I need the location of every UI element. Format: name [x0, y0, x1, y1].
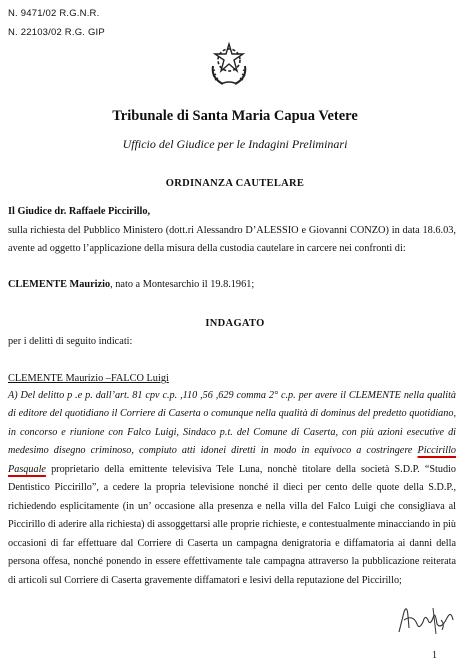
crimes-intro: per i delitti di seguito indicati:	[8, 336, 133, 347]
indagato-heading: INDAGATO	[205, 318, 265, 329]
judge-label: Il Giudice dr.	[8, 206, 67, 217]
case-number-rgnr: N. 9471/02 R.G.N.R.	[8, 8, 100, 19]
order-title: ORDINANZA CAUTELARE	[165, 178, 305, 189]
charge-text-before: A) Del delitto p .e p. dall’art. 81 cpv c.p. ,110 ,56 ,629 comma 2° c.p. per avere il CLEMENTE nella qualità di editore del quotidiano il Corriere di Caserta o comunque nella qualità di dominus del predetto quotidiano, in concorso e riunione con Falco Luigi, Sindaco p.t. del Comune di Caserta, con più azioni esecutive di medesimo disegno criminoso, compiuto atti idonei diretti in modo in equivoco a costringere	[8, 390, 456, 457]
charge-parties: CLEMENTE Maurizio –FALCO Luigi	[8, 373, 169, 384]
defendant-name: CLEMENTE Maurizio	[8, 279, 111, 290]
victim-name: Piccirillo Pasquale	[8, 445, 457, 475]
intro-paragraph	[8, 203, 456, 259]
court-name: Tribunale di Santa Maria Capua Vetere	[112, 108, 358, 124]
handwritten-signature	[395, 598, 457, 638]
defendant-details: , nato a Montesarchio il 19.8.1961;	[110, 279, 255, 290]
republic-emblem-icon	[207, 40, 251, 88]
office-name: Ufficio del Giudice per le Indagini Preliminari	[122, 137, 348, 151]
judge-name: Raffaele Piccirillo,	[68, 206, 151, 217]
case-number-rggip: N. 22103/02 R.G. GIP	[8, 27, 105, 38]
intro-text: sulla richiesta del Pubblico Ministero (dott.ri Alessandro D’ALESSIO e Giovanni CONZO) in data 18.6.03, avente ad oggetto l’applicazione della misura della custodia cautelare in carcere nei confronti di:	[8, 224, 456, 255]
page-number: 1	[432, 650, 437, 661]
charge-text-after: proprietario della emittente televisiva Tele Luna, nonchè titolare della società S.D.P. “Studio Dentistico Piccirillo”, a cedere la propria televisione nonché il dieci per cento delle quote della S.D.P., richiedendo esplicitamente (in un’ occasione alla presenza e nella villa del Falco Luigi che consigliava al Piccirillo di aderire alla richiesta) di assoggettarsi alle proprie richieste, e contestualmente minacciando in più occasioni di far effettuare dal Corriere di Caserta un campagna denigratoria e diffamatoria ai danni della persona offesa, nonché ponendo in essere effettivamente tale campagna attraverso la pubblicazione reiterata di articoli sul Corriere di Caserta gravemente diffamatori e lesivi della reputazione del Piccirillo;	[8, 463, 456, 586]
charge-paragraph	[8, 387, 456, 590]
defendant-line	[8, 279, 254, 290]
